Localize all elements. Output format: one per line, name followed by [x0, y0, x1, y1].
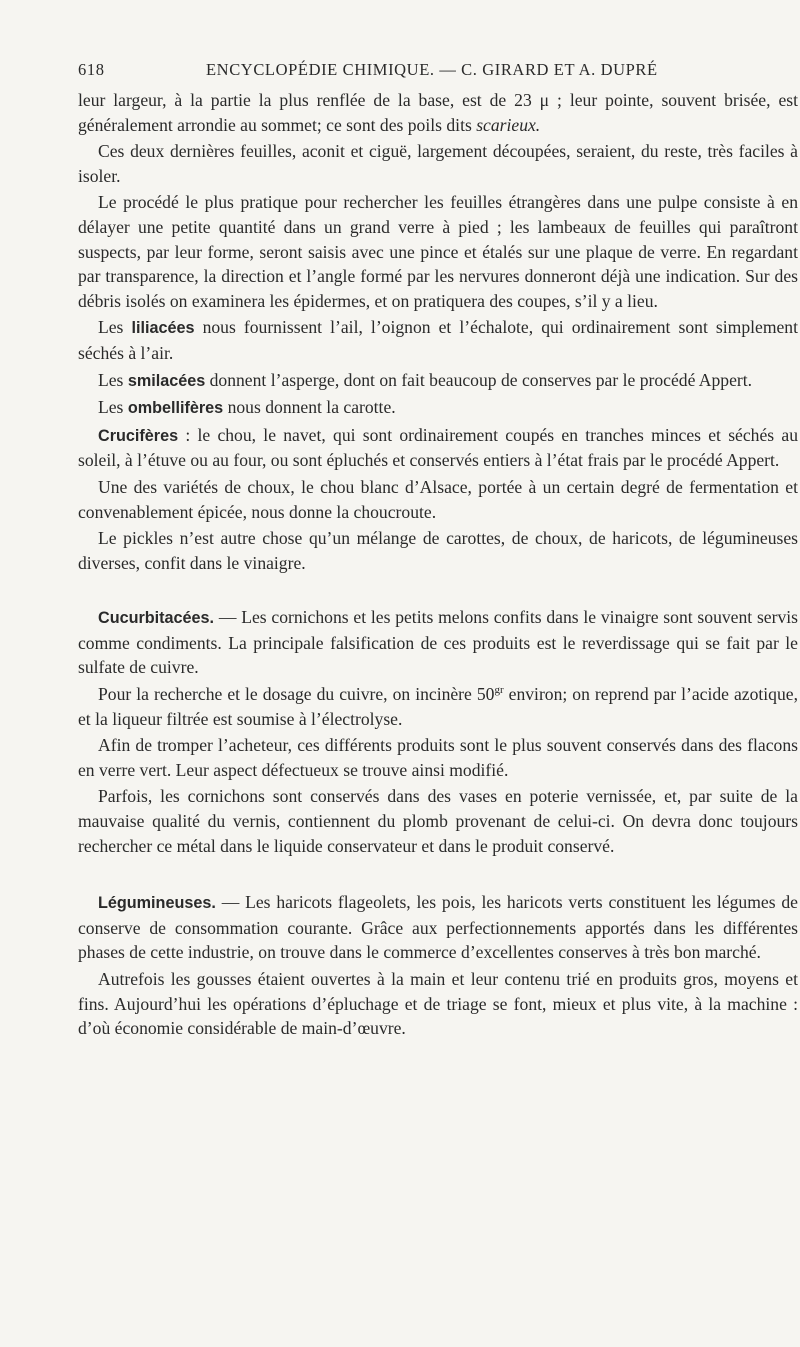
paragraph: Une des variétés de choux, le chou blanc d’Alsace, portée à un certain degré de fermentation et convenablement épicée, nous donne la choucroute. — [78, 476, 798, 522]
paragraph: Le procédé le plus pratique pour rechercher les feuilles étrangères dans une pulpe consiste à en délayer une petite quantité dans un grand verre à pied ; les lambeaux de feuilles qui paraîtront suspects, par leur forme, seront saisis avec une pince et étalés sur une plaque de verre. En regardant par transparence, la direction et l’angle formé par les nervures donneront déjà une indication. Sur des débris isolés on examinera les épidermes, et on pratiquera des coupes, s’il y a lieu. — [78, 192, 798, 311]
bold-term: ombellifères — [127, 399, 224, 418]
paragraph: Crucifères : le chou, le navet, qui sont ordinairement coupés en tranches minces et séchés au soleil, à l’étuve ou au four, ou sont épluchés et conservés entiers à l’état frais par le procédé Appert. — [78, 424, 798, 471]
section-heading-paragraph: Légumineuses. — Les haricots flageolets, les pois, les haricots verts constituent les légumes de conserve de consommation courante. Grâce aux perfectionnements apportés dans les différentes phases de cette industrie, on trouve dans le commerce d’excellentes conserves à très bon marché. — [78, 892, 798, 963]
italic-term: scarieux. — [476, 114, 541, 135]
section-heading: Cucurbitacées. — [98, 609, 215, 628]
bold-term: liliacées — [131, 319, 195, 338]
paragraph: Les smilacées donnent l’asperge, dont on fait beaucoup de conserves par le procédé Appert. — [98, 369, 753, 390]
paragraph: Le pickles n’est autre chose qu’un mélange de carottes, de choux, de haricots, de légumineuses diverses, confit dans le vinaigre. — [78, 528, 798, 573]
paragraph: Les ombellifères nous donnent la carotte. — [98, 397, 396, 418]
paragraph: Ces deux dernières feuilles, aconit et ciguë, largement découpées, seraient, du reste, très faciles à isoler. — [78, 141, 798, 186]
paragraph: Les liliacées nous fournissent l’ail, l’oignon et l’échalote, qui ordinairement sont simplement séchés à l’air. — [78, 317, 798, 363]
paragraph: Parfois, les cornichons sont conservés dans des vases en poterie vernissée, et, par suite de la mauvaise qualité du vernis, contiennent du plomb provenant de celui-ci. On devra donc toujours rechercher ce métal dans le liquide conservateur et dans le produit conservé. — [78, 786, 798, 856]
bold-term: smilacées — [127, 371, 206, 390]
page-body — [78, 88, 798, 1043]
running-title: ENCYCLOPÉDIE CHIMIQUE. — C. GIRARD ET A. DUPRÉ — [206, 60, 658, 79]
unit-superscript: gr — [494, 684, 504, 697]
section-heading-paragraph: Cucurbitacées. — Les cornichons et les petits melons confits dans le vinaigre sont souvent servis comme condiments. La principale falsification de ces produits est le reverdissage qui se fait par le sulfate de cuivre. — [78, 607, 798, 678]
section-heading: Légumineuses. — [98, 894, 216, 913]
paragraph: Autrefois les gousses étaient ouvertes à la main et leur contenu trié en produits gros, moyens et fins. Aujourd’hui les opérations d’épluchage et de triage se font, mieux et plus vite, à la machine : d’où économie considérable de main-d’œuvre. — [78, 969, 798, 1039]
paragraph: Pour la recherche et le dosage du cuivre, on incinère $50^{gr}$ environ; on reprend par l’acide azotique, et la liqueur filtrée est soumise à l’électrolyse. — [78, 684, 798, 729]
paragraph: Afin de tromper l’acheteur, ces différents produits sont le plus souvent conservés dans des flacons en verre vert. Leur aspect défectueux se trouve ainsi modifié. — [78, 735, 798, 780]
paragraph: leur largeur, à la partie la plus renflée de la base, est de 23 μ ; leur pointe, souvent brisée, est généralement arrondie au sommet; ce sont des poils dits scarieux. — [78, 90, 798, 135]
page-number: 618 — [78, 60, 105, 79]
bold-term: Crucifères — [98, 426, 179, 445]
